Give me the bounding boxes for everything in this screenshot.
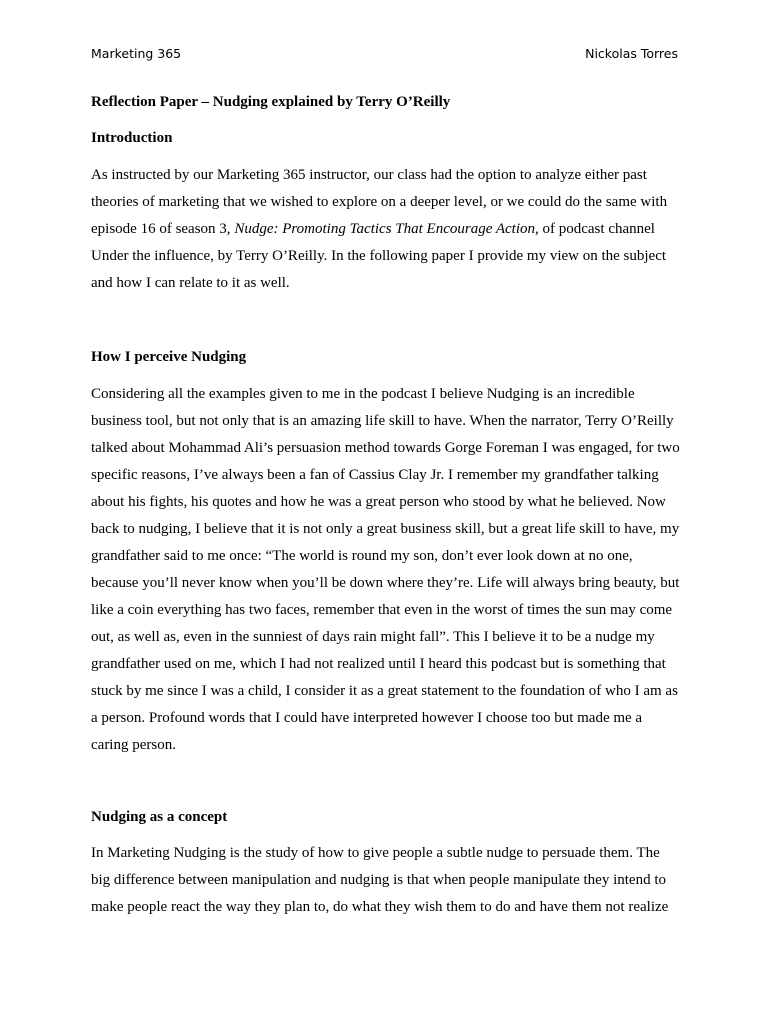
perceive-paragraph: Considering all the examples given to me in the podcast I believe Nudging is an incredible business tool, but not only that is an amazing life skill to have. When the narrator, Terry O’Reilly talked about Mohammad Ali’s persuasion method towards Gorge Foreman I was engaged, for two specific reasons, I’ve always been a fan of Cassius Clay Jr. I remember my grandfather talking about his fights, his quotes and how he was a great person who stood by what he believed. Now back to nudging, I believe that it is not only a great business skill, but a great life skill to have, my grandfather said to me once: “The world is round my son, don’t ever look down at no one, because you’ll never know when you’ll be down where they’re. Life will always bring beauty, but like a coin everything has two faces, remember that even in the worst of times the sun may come out, as well as, even in the sunniest of days rain might fall”. This I believe it to be a nudge my grandfather used on me, which I had not realized until I heard this podcast but is something that stuck by me since I was a child, I consider it as a great statement to the foundation of who I am as a person. Profound words that I could have interpreted however I choose too but made me a caring person. (91, 386, 680, 753)
paper-title: Reflection Paper – Nudging explained by Terry O’Reilly (91, 94, 451, 110)
introduction-text-end: , of podcast channel Under the influence, by Terry O’Reilly. In the following paper I provide my view on the subject and how I can relate to it as well. (91, 221, 667, 291)
introduction-text-start: As instructed by our Marketing 365 instructor, our class had the option to analyze either past theories of marketing that we wished to explore on a deeper level, or we could do the same with episode 16 of season 3, (91, 167, 668, 237)
introduction-paragraph (91, 162, 681, 297)
introduction-heading: Introduction (91, 130, 173, 146)
concept-heading: Nudging as a concept (91, 809, 228, 825)
author-name: Nickolas Torres (585, 46, 678, 61)
page-header (91, 45, 678, 63)
concept-paragraph: In Marketing Nudging is the study of how to give people a subtle nudge to persuade them. The big difference between manipulation and nudging is that when people manipulate they intend to make people react the way they plan to, do what they wish them to do and have them not realize (91, 845, 669, 915)
episode-title: Nudge: Promoting Tactics That Encourage Action (234, 221, 535, 237)
course-name: Marketing 365 (91, 46, 182, 61)
perceive-heading: How I perceive Nudging (91, 349, 247, 365)
